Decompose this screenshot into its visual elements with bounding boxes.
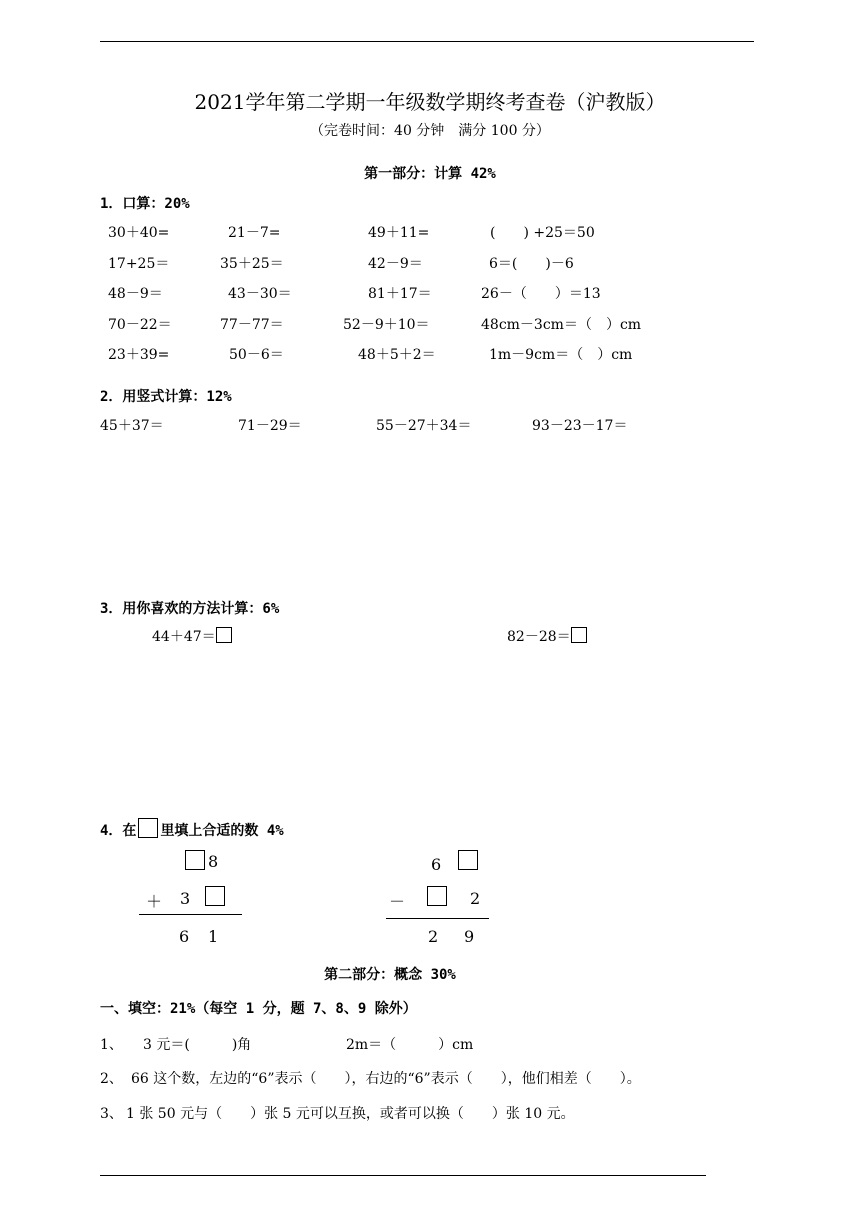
fill-line-2-text: 66 这个数，左边的“6”表示（ ），右边的“6”表示（ ），他们相差（ ）。 (131, 1071, 641, 1087)
q1-item: 50－6＝ (229, 347, 284, 363)
difference-line (386, 918, 489, 919)
q3-heading: 3．用你喜欢的方法计算：6% (100, 601, 280, 617)
digit-box[interactable] (458, 850, 478, 870)
fill-line-1-b: 2m＝（ ）cm (346, 1037, 474, 1053)
digit-box[interactable] (205, 886, 225, 906)
q1-item: 52－9＋10＝ (343, 317, 430, 333)
q2-item: 71－29＝ (238, 418, 302, 434)
answer-box[interactable] (571, 627, 587, 643)
q1-item: 21－7= (228, 225, 281, 241)
q3-expression: 82－28＝ (507, 629, 571, 645)
q1-item: 30＋40= (108, 225, 170, 241)
fill-line-2-num: 2、 (100, 1071, 123, 1087)
q4-right-result-digit: 9 (464, 927, 475, 946)
bottom-rule (100, 1175, 706, 1176)
q1-item: 48－9＝ (108, 286, 163, 302)
q3-item (507, 626, 587, 646)
fill-line-3-num: 3、 (100, 1106, 123, 1122)
q4-left-result-digit: 1 (208, 927, 219, 946)
q1-item: 81＋17＝ (368, 286, 432, 302)
part2-heading: 第二部分：概念 30% (324, 967, 456, 983)
q3-expression: 44＋47＝ (152, 629, 216, 645)
q4-right-result-digit: 2 (428, 927, 439, 946)
q4-heading-pre: 4．在 (100, 823, 137, 839)
q4-heading (100, 818, 284, 840)
q1-heading: 1．口算：20% (100, 196, 190, 212)
q4-right-mid-digit: 2 (470, 889, 481, 908)
q2-item: 93－23－17＝ (532, 418, 628, 434)
q4-left-mid-digit: 3 (180, 889, 191, 908)
page-title: 2021学年第二学期一年级数学期终考查卷（沪教版） (194, 90, 666, 114)
q4-right-top-digit: 6 (431, 855, 442, 874)
fill-line-1-num: 1、 (100, 1037, 123, 1053)
q4-right-operator: － (389, 892, 406, 911)
part1-heading: 第一部分：计算 42% (364, 166, 496, 182)
q1-item: 43－30＝ (228, 286, 292, 302)
digit-box[interactable] (185, 850, 205, 870)
q1-item: 17+25＝ (108, 256, 170, 272)
q2-item: 55－27＋34＝ (376, 418, 472, 434)
q2-item: 45＋37＝ (100, 418, 164, 434)
digit-box[interactable] (427, 886, 447, 906)
q1-item: 35＋25＝ (220, 256, 284, 272)
q3-item (152, 626, 232, 646)
page-subtitle: （完卷时间：40 分钟 满分 100 分） (310, 123, 550, 139)
q1-item: 1m－9cm＝（ ）cm (489, 347, 633, 363)
top-rule (100, 41, 754, 42)
sum-line (139, 914, 242, 915)
q4-left-operator: ＋ (146, 892, 163, 911)
q1-item: 6＝( )－6 (489, 256, 574, 272)
q2-heading: 2．用竖式计算：12% (100, 389, 232, 405)
q4-left-top-digit: 8 (208, 852, 219, 871)
q1-item: 70－22＝ (108, 317, 172, 333)
fill-heading: 一、填空：21%（每空 1 分，题 7、8、9 除外） (100, 1001, 417, 1017)
q1-item: ( ) +25＝50 (490, 225, 595, 241)
q1-item: 26－（ ）＝13 (481, 286, 601, 302)
q4-heading-post: 里填上合适的数 4% (160, 823, 284, 839)
fill-line-3-text: 1 张 50 元与（ ）张 5 元可以互换，或者可以换（ ）张 10 元。 (126, 1106, 575, 1122)
q1-item: 42－9＝ (368, 256, 423, 272)
q1-item: 77－77＝ (220, 317, 284, 333)
q1-item: 23＋39= (108, 347, 170, 363)
q1-item: 48＋5＋2＝ (358, 347, 436, 363)
q1-item: 48cm－3cm＝（ ）cm (481, 317, 642, 333)
answer-box[interactable] (216, 627, 232, 643)
fill-line-1-a: 3 元＝( )角 (143, 1037, 252, 1053)
q1-item: 49＋11= (368, 225, 430, 241)
box-icon (138, 818, 158, 838)
q4-left-result-digit: 6 (179, 927, 190, 946)
